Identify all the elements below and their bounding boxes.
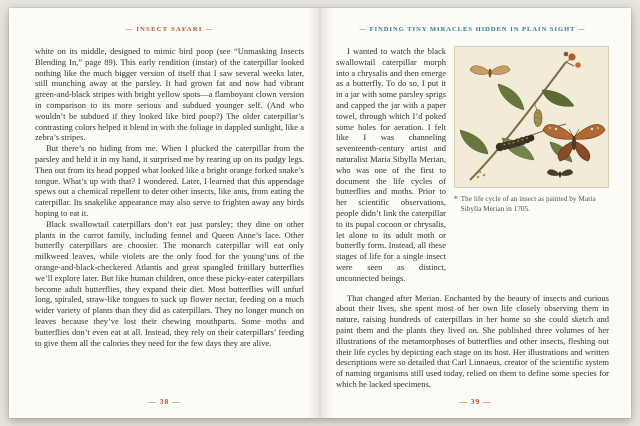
merian-plate-illustration	[454, 46, 609, 188]
book-spread	[9, 8, 631, 418]
left-page	[9, 8, 320, 418]
running-header-left: — INSECT SAFARI —	[125, 26, 214, 33]
paragraph: I wanted to watch the black swallowtail caterpillar morph into a chrysalis and then emerge as a butterfly. To do so, I put it in a jar with some parsley sprigs and capped the jar with a paper towel, through which I’d poked some holes for aeration. I felt like I was channeling seventeenth-century artist and naturalist Maria Sibylla Merian, who was one of the first to document the life cycles of butterflies and moths. Prior to her scientific observations, people didn’t link the caterpillar to its pupal cocoon or chrysalis, let alone to its adult moth or butterfly form. Instead, all these stages of life for a single insect were seen as distinct, unconnected beings.	[336, 46, 447, 283]
paragraph: Black swallowtail caterpillars don’t eat just parsley; they dine on other plants in the carrot family, including fennel and Queen Anne’s lace. Other butterfly caterpillars are choosier. The monarch caterpillar will eat only milkweed leaves, while violets are the only food for the young’uns of the orange-and-black-checkered Atlantis and great spangled fritillary butterflies we’ll explore later. But like human children, once these picky-eater caterpillars become adult butterflies, they expand their diet. Most butterflies will unfurl long, spiraled, straw-like tongues to suck up flower nectar, feeding on a much wider variety of plants than they did as caterpillars. They no longer munch on leaves because they’ve lost their chewing mouthparts. Some moths and butterflies don’t even eat at all. Instead, they rely on their caterpillars’ feeding to give them all the calories they need for the few days they are alive.	[35, 218, 304, 348]
running-header-right: — FINDING TINY MIRACLES HIDDEN IN PLAIN SIGHT —	[359, 26, 586, 33]
page-number-right: — 39 —	[459, 397, 492, 406]
paragraph: white on its middle, designed to mimic bird poop (see “Unmasking Insects Blending In,” page 89). This early rendition (instar) of the caterpillar looked nothing like the much bigger version of itself that I saw several weeks later, still munching away at the parsley. It had grown fat and now had vibrant green-and-black stripes with bright yellow spots—a flamboyant clown version in comparison to its more serious and subdued younger self. (And who wouldn’t be subdued if they looked like bird poop?) The older caterpillar’s contrasting colors helped it blend in with the foliage in dappled sunlight, like a zebra’s stripes.	[35, 46, 304, 143]
right-page	[320, 8, 631, 418]
paragraph: But there’s no hiding from me. When I plucked the caterpillar from the parsley and held it in my hand, it surprised me by rearing up on its pudgy legs. Then out from its head popped what looked like a bright orange forked snake’s tongue. What’s up with that? I wondered. Later, I learned that this appendage spews out a chemical repellent to deter other insects, like ants, from eating the caterpillar. Its snakelike appearance may also serve to frighten away any birds hoping to eat it.	[35, 143, 304, 218]
figure-caption	[454, 194, 609, 213]
page-number-left: — 38 —	[148, 397, 181, 406]
caption-text: The life cycle of an insect as painted by Maria Sibylla Merian in 1705.	[460, 194, 596, 213]
caption-bullet-icon: *	[454, 194, 458, 203]
right-page-full-paragraph	[336, 293, 609, 390]
right-page-text-column	[336, 46, 446, 284]
left-page-body	[35, 46, 304, 348]
paragraph: That changed after Merian. Enchanted by the beauty of insects and curious about their lives, she spent most of her own life closely observing them in nature, raising hundreds of caterpillars in her home so she could sketch and paint them and the plants they lived on. She published three volumes of her illustrations of the metamorphoses of butterflies and other insects, fleshing out their life cycles by depicting each stage on its host. Her illustrations and written descriptions were so detailed that Carl Linnaeus, creator of the scientific system of naming organisms still used today, relied on them to define some species for which he lacked specimens.	[336, 292, 609, 389]
figure-block	[454, 46, 609, 284]
right-page-columns	[336, 46, 609, 284]
